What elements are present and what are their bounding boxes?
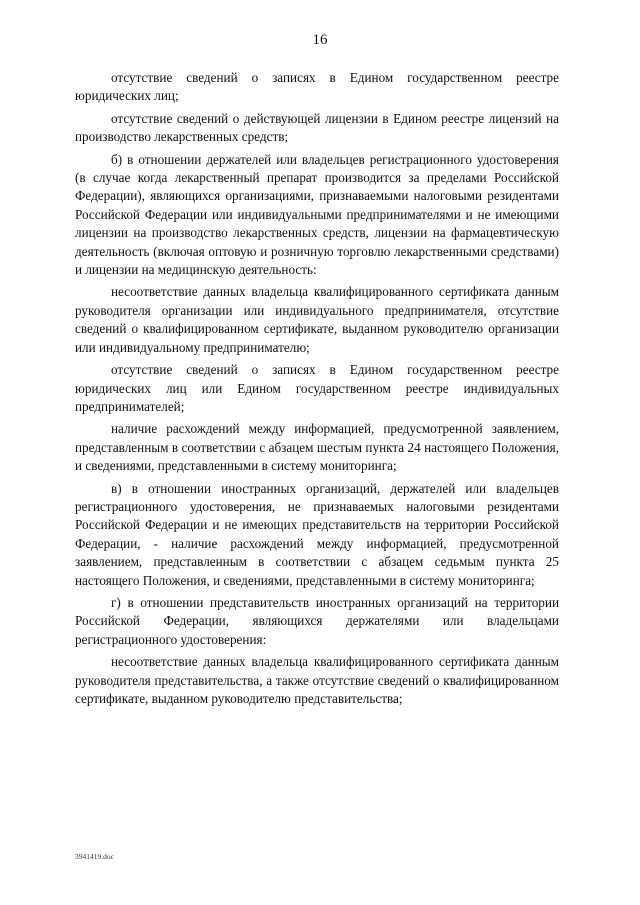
paragraph-5: отсутствие сведений о записях в Едином государственном реестре юридических лиц или Едином государственном реестре индивидуальных предпринимателей; [75, 362, 559, 414]
paragraph-7: в) в отношении иностранных организаций, держателей или владельцев регистрационного удостоверения, не признаваемых налоговыми резидентами Российской Федерации и не имеющих представительств на территории Российской Федерации, - наличие расхождений между информацией, предусмотренной заявлением, представленным в соответствии с абзацем седьмым пункта 25 настоящего Положения, и сведениями, представленными в систему мониторинга; [75, 480, 559, 588]
paragraph-6: наличие расхождений между информацией, предусмотренной заявлением, представленным в соответствии с абзацем шестым пункта 24 настоящего Положения, и сведениями, представленными в систему мониторинга; [75, 421, 559, 474]
paragraph-3: б) в отношении держателей или владельцев регистрационного удостоверения (в случае когда лекарственный препарат производится за пределами Российской Федерации), являющихся организациями, признаваемыми налоговыми резидентами Российской Федерации или индивидуальными предпринимателями и не имеющими лицензии на производство лекарственных средств, лицензии на фармацевтическую деятельность (включая оптовую и розничную торговлю лекарственными средствами) и лицензии на медицинскую деятельность: [75, 151, 559, 278]
paragraph-2: отсутствие сведений о действующей лицензии в Едином реестре лицензий на производство лекарственных средств; [75, 110, 559, 145]
paragraph-9: несоответствие данных владельца квалифицированного сертификата данным руководителя представительства, а также отсутствие сведений о квалифицированном сертификате, выданном руководителю представительства; [75, 654, 559, 706]
footer-filename: 3941419.doc [75, 852, 114, 861]
document-body [75, 69, 559, 712]
page-number: 16 [312, 32, 328, 48]
paragraph-8: г) в отношении представительств иностранных организаций на территории Российской Федерации, являющихся держателями или владельцами регистрационного удостоверения: [75, 594, 559, 647]
paragraph-4: несоответствие данных владельца квалифицированного сертификата данным руководителя организации или индивидуального предпринимателя, отсутствие сведений о квалифицированном сертификате, выданном руководителю организации или индивидуальному предпринимателю; [75, 284, 559, 355]
paragraph-1: отсутствие сведений о записях в Едином государственном реестре юридических лиц; [75, 70, 559, 104]
